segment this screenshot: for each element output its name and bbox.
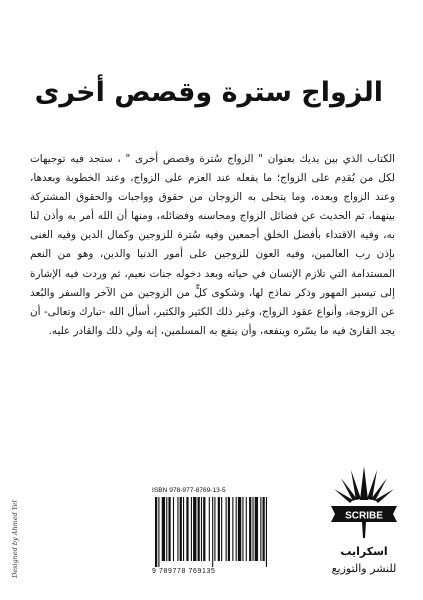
barcode-bar [260,497,261,561]
barcode-bar [191,497,192,561]
quill-logo-icon [329,462,399,542]
signature-text: Designed by Ahmed Yehia [11,500,19,578]
isbn-block [152,487,270,577]
barcode-bar [209,497,210,561]
barcode-bar [177,497,178,561]
barcode-bar [168,497,170,561]
barcode-bar [221,497,222,561]
barcode-bar [180,497,182,561]
barcode-bar [186,497,188,561]
barcode-bar [226,497,227,561]
book-blurb: الكتاب الذي بين يديك بعنوان " الزواج سُترة وقصص أخرى " ، ستجد فيه توجيهات لكل من يُقدِم على الزواج؛ ما يفعله عند العزم على الزواج، وعند الخطوبة وبعدها، وعند الزواج وبعده، وما يتحلى به الزوجان من حقوق وواجبات والحقوق المشتركة بينهما، ثم الحديث عن فضائل الزواج ومحاسنه وفضائله، ومنها أن الله أمر به وأذن لنا به، وفيه الاقتداء بأفضل الخلق أجمعين وفيه سُترة للزوجين وكمال الدين وفيه الغنى بإذن رب العالمين، وفيه العون للزوجين على أمور الدنيا والدين، وهو من النعم المستدامة التي تلازم الإنسان في حياته وبعد دخوله جنات نعيم، ثم وردت فيه الإشارة إلى تيسير المهور وذكر نماذج لها، وشكوى كلٍّ من الزوجين من الآخر والسفر والبُعد عن الزوجة، وأنواع عقود الزواج، وغير ذلك الكثير والكثير، أسأل الله -تبارك وتعالى- أن يجد القارئ فيه ما يسّره وينفعه، وأن ينفع به المسلمين، إنه ولي ذلك والقادر عليه. [30,153,395,337]
isbn-label: ISBN 978-977-8769-13-5 [152,487,226,494]
publisher-subtitle: للنشر والتوزيع [331,562,397,575]
barcode-bar [238,497,241,561]
designer-signature-text [6,500,22,580]
book-title: الزواج سترة وقصص أخرى [34,77,383,108]
barcode-bar [166,497,167,561]
barcode-bar [162,497,165,561]
barcode-bar [155,497,157,567]
designer-signature [6,500,22,580]
barcode-bar [242,497,243,561]
barcode-bar [252,497,253,561]
barcode-bar [249,497,251,561]
barcode-bar [201,497,202,561]
barcode-bars [152,497,270,567]
barcode-bar [236,497,237,561]
barcode-bar [255,497,258,561]
barcode-bar [218,497,220,561]
barcode-bar [173,497,174,561]
barcode-bar [198,497,200,561]
barcode-bar [183,497,184,561]
publisher-logo [329,462,399,542]
barcode-bar [232,497,233,561]
barcode-bar [263,497,265,561]
barcode-bar [214,497,215,561]
barcode-bar [158,497,159,567]
publisher-name: اسكرايب [340,545,388,558]
publisher-logo-text: SCRIBE [345,510,383,522]
barcode-bar [212,497,213,567]
barcode-bar [246,497,247,561]
barcode-digits: 9 789778 769135 [152,568,216,575]
barcode-bar [228,497,230,561]
barcode-image [152,497,270,567]
barcode-bar [193,497,196,561]
publisher-block [325,462,403,586]
barcode-bar [203,497,205,561]
barcode-bar [266,497,267,567]
